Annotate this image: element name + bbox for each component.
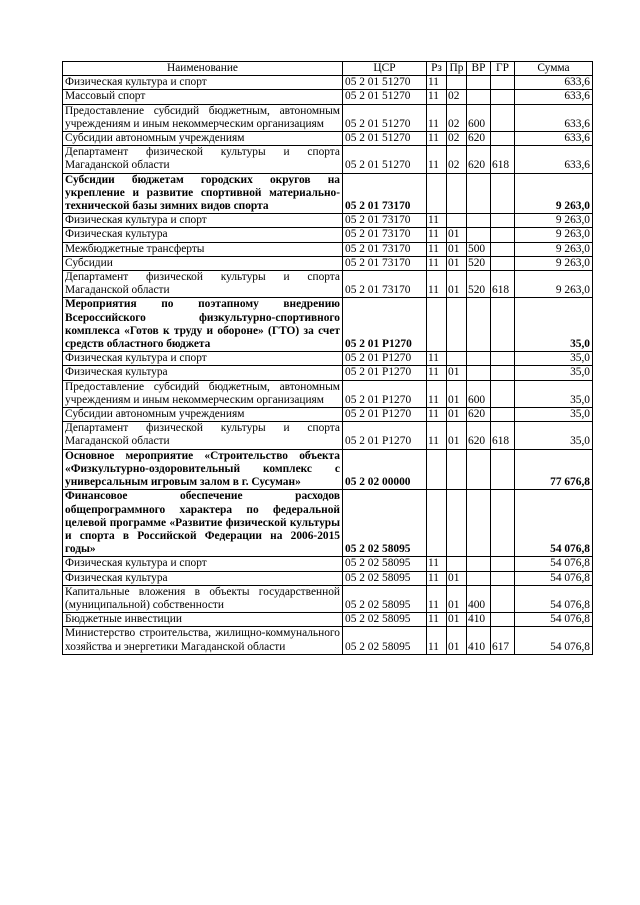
cell-sum: 9 263,0 bbox=[515, 256, 593, 270]
cell-sum: 35,0 bbox=[515, 298, 593, 352]
cell-csr: 05 2 01 51270 bbox=[343, 146, 427, 173]
cell-name: Физическая культура и спорт bbox=[63, 214, 343, 228]
cell-sum: 9 263,0 bbox=[515, 242, 593, 256]
cell-csr: 05 2 01 Р1270 bbox=[343, 366, 427, 380]
cell-rz: 11 bbox=[427, 214, 447, 228]
table-row bbox=[63, 214, 593, 228]
cell-name: Департамент физической культуры и спорта Магаданской области bbox=[63, 146, 343, 173]
table-body bbox=[63, 76, 593, 655]
cell-sum: 54 076,8 bbox=[515, 557, 593, 571]
cell-csr: 05 2 01 Р1270 bbox=[343, 380, 427, 407]
cell-name: Бюджетные инвестиции bbox=[63, 613, 343, 627]
cell-pr bbox=[447, 449, 467, 490]
cell-gr bbox=[491, 490, 515, 557]
cell-vr bbox=[467, 214, 491, 228]
cell-name: Субсидии автономным учреждениям bbox=[63, 132, 343, 146]
cell-vr: 520 bbox=[467, 256, 491, 270]
cell-sum: 54 076,8 bbox=[515, 585, 593, 612]
cell-csr: 05 2 02 58095 bbox=[343, 571, 427, 585]
cell-name: Предоставление субсидий бюджетным, автономным учреждениям и иным некоммерческим организациям bbox=[63, 104, 343, 131]
cell-vr bbox=[467, 228, 491, 242]
cell-name: Предоставление субсидий бюджетным, автономным учреждениям и иным некоммерческим организациям bbox=[63, 380, 343, 407]
table-row bbox=[63, 449, 593, 490]
header-pr: Пр bbox=[447, 62, 467, 76]
cell-sum: 9 263,0 bbox=[515, 271, 593, 298]
cell-gr: 617 bbox=[491, 627, 515, 654]
table-header-row bbox=[63, 62, 593, 76]
cell-sum: 54 076,8 bbox=[515, 490, 593, 557]
cell-csr: 05 2 02 58095 bbox=[343, 490, 427, 557]
cell-gr bbox=[491, 228, 515, 242]
cell-name: Мероприятия по поэтапному внедрению Всероссийского физкультурно-спортивного комплекса «Готов к труду и обороне» (ГТО) за счет средств областного бюджета bbox=[63, 298, 343, 352]
cell-csr: 05 2 02 58095 bbox=[343, 557, 427, 571]
cell-rz: 11 bbox=[427, 366, 447, 380]
cell-gr bbox=[491, 298, 515, 352]
cell-sum: 54 076,8 bbox=[515, 571, 593, 585]
cell-name: Министерство строительства, жилищно-коммунального хозяйства и энергетики Магаданской области bbox=[63, 627, 343, 654]
cell-vr: 620 bbox=[467, 132, 491, 146]
cell-pr: 01 bbox=[447, 613, 467, 627]
cell-pr: 01 bbox=[447, 228, 467, 242]
table-row bbox=[63, 242, 593, 256]
cell-sum: 54 076,8 bbox=[515, 613, 593, 627]
table-row bbox=[63, 271, 593, 298]
cell-name: Массовый спорт bbox=[63, 90, 343, 104]
cell-vr bbox=[467, 571, 491, 585]
cell-csr: 05 2 02 00000 bbox=[343, 449, 427, 490]
cell-rz bbox=[427, 298, 447, 352]
cell-pr: 01 bbox=[447, 380, 467, 407]
cell-rz: 11 bbox=[427, 557, 447, 571]
cell-name: Финансовое обеспечение расходов общепрограммного характера по федеральной целевой программе «Развитие физической культуры и спорта в Российской Федерации на 2006-2015 годы» bbox=[63, 490, 343, 557]
cell-rz: 11 bbox=[427, 146, 447, 173]
cell-gr bbox=[491, 571, 515, 585]
cell-pr: 01 bbox=[447, 242, 467, 256]
cell-name: Субсидии bbox=[63, 256, 343, 270]
table-row bbox=[63, 380, 593, 407]
header-rz: Рз bbox=[427, 62, 447, 76]
cell-sum: 35,0 bbox=[515, 352, 593, 366]
cell-rz bbox=[427, 490, 447, 557]
table-row bbox=[63, 613, 593, 627]
cell-gr bbox=[491, 242, 515, 256]
cell-rz: 11 bbox=[427, 242, 447, 256]
cell-vr: 600 bbox=[467, 380, 491, 407]
cell-rz: 11 bbox=[427, 90, 447, 104]
cell-sum: 633,6 bbox=[515, 146, 593, 173]
cell-sum: 633,6 bbox=[515, 90, 593, 104]
cell-sum: 633,6 bbox=[515, 104, 593, 131]
cell-rz: 11 bbox=[427, 571, 447, 585]
cell-rz: 11 bbox=[427, 422, 447, 449]
cell-csr: 05 2 01 73170 bbox=[343, 214, 427, 228]
cell-rz bbox=[427, 449, 447, 490]
cell-name: Субсидии автономным учреждениям bbox=[63, 408, 343, 422]
cell-name: Межбюджетные трансферты bbox=[63, 242, 343, 256]
cell-csr: 05 2 01 51270 bbox=[343, 132, 427, 146]
cell-rz: 11 bbox=[427, 256, 447, 270]
cell-name: Физическая культура bbox=[63, 366, 343, 380]
cell-rz bbox=[427, 173, 447, 214]
cell-name: Субсидии бюджетам городских округов на укрепление и развитие спортивной материально-технической базы зимних видов спорта bbox=[63, 173, 343, 214]
cell-pr: 02 bbox=[447, 132, 467, 146]
cell-pr: 01 bbox=[447, 256, 467, 270]
table-row bbox=[63, 366, 593, 380]
cell-sum: 35,0 bbox=[515, 380, 593, 407]
cell-gr bbox=[491, 408, 515, 422]
table-row bbox=[63, 146, 593, 173]
cell-csr: 05 2 01 73170 bbox=[343, 228, 427, 242]
cell-vr bbox=[467, 490, 491, 557]
cell-pr bbox=[447, 352, 467, 366]
table-row bbox=[63, 228, 593, 242]
cell-csr: 05 2 01 Р1270 bbox=[343, 422, 427, 449]
cell-vr bbox=[467, 76, 491, 90]
cell-name: Капитальные вложения в объекты государственной (муниципальной) собственности bbox=[63, 585, 343, 612]
cell-gr bbox=[491, 585, 515, 612]
header-vr: ВР bbox=[467, 62, 491, 76]
cell-pr: 01 bbox=[447, 271, 467, 298]
cell-vr: 620 bbox=[467, 146, 491, 173]
cell-gr bbox=[491, 366, 515, 380]
cell-rz: 11 bbox=[427, 76, 447, 90]
cell-pr bbox=[447, 557, 467, 571]
cell-sum: 77 676,8 bbox=[515, 449, 593, 490]
cell-gr bbox=[491, 256, 515, 270]
header-sum: Сумма bbox=[515, 62, 593, 76]
cell-rz: 11 bbox=[427, 627, 447, 654]
cell-vr: 410 bbox=[467, 627, 491, 654]
cell-pr: 01 bbox=[447, 627, 467, 654]
cell-rz: 11 bbox=[427, 585, 447, 612]
cell-rz: 11 bbox=[427, 408, 447, 422]
cell-pr: 01 bbox=[447, 585, 467, 612]
cell-vr: 520 bbox=[467, 271, 491, 298]
cell-vr bbox=[467, 173, 491, 214]
cell-name: Физическая культура и спорт bbox=[63, 352, 343, 366]
header-name: Наименование bbox=[63, 62, 343, 76]
cell-name: Физическая культура bbox=[63, 571, 343, 585]
cell-rz: 11 bbox=[427, 352, 447, 366]
cell-csr: 05 2 02 58095 bbox=[343, 585, 427, 612]
cell-csr: 05 2 01 73170 bbox=[343, 173, 427, 214]
table-row bbox=[63, 352, 593, 366]
cell-vr bbox=[467, 90, 491, 104]
cell-pr bbox=[447, 298, 467, 352]
cell-name: Физическая культура и спорт bbox=[63, 557, 343, 571]
cell-sum: 9 263,0 bbox=[515, 228, 593, 242]
cell-sum: 35,0 bbox=[515, 408, 593, 422]
table-row bbox=[63, 104, 593, 131]
cell-csr: 05 2 02 58095 bbox=[343, 613, 427, 627]
cell-vr bbox=[467, 449, 491, 490]
cell-pr: 01 bbox=[447, 408, 467, 422]
cell-pr: 01 bbox=[447, 571, 467, 585]
table-row bbox=[63, 132, 593, 146]
cell-pr: 02 bbox=[447, 146, 467, 173]
cell-vr: 500 bbox=[467, 242, 491, 256]
cell-rz: 11 bbox=[427, 613, 447, 627]
cell-sum: 633,6 bbox=[515, 132, 593, 146]
cell-gr bbox=[491, 132, 515, 146]
cell-vr: 410 bbox=[467, 613, 491, 627]
cell-name: Основное мероприятие «Строительство объекта «Физкультурно-оздоровительный комплекс с универсальным игровым залом в г. Сусуман» bbox=[63, 449, 343, 490]
cell-sum: 9 263,0 bbox=[515, 214, 593, 228]
cell-name: Физическая культура bbox=[63, 228, 343, 242]
cell-rz: 11 bbox=[427, 271, 447, 298]
table-row bbox=[63, 627, 593, 654]
cell-pr bbox=[447, 173, 467, 214]
cell-rz: 11 bbox=[427, 380, 447, 407]
cell-sum: 35,0 bbox=[515, 422, 593, 449]
cell-gr: 618 bbox=[491, 146, 515, 173]
cell-gr: 618 bbox=[491, 422, 515, 449]
cell-gr bbox=[491, 557, 515, 571]
cell-vr bbox=[467, 298, 491, 352]
header-csr: ЦСР bbox=[343, 62, 427, 76]
cell-csr: 05 2 01 51270 bbox=[343, 90, 427, 104]
cell-csr: 05 2 01 Р1270 bbox=[343, 298, 427, 352]
cell-pr: 01 bbox=[447, 366, 467, 380]
cell-vr: 620 bbox=[467, 408, 491, 422]
table-row bbox=[63, 490, 593, 557]
cell-pr bbox=[447, 214, 467, 228]
cell-vr bbox=[467, 366, 491, 380]
cell-csr: 05 2 01 Р1270 bbox=[343, 352, 427, 366]
budget-table-page bbox=[62, 61, 592, 655]
cell-pr bbox=[447, 490, 467, 557]
cell-csr: 05 2 01 73170 bbox=[343, 242, 427, 256]
cell-vr bbox=[467, 352, 491, 366]
cell-csr: 05 2 01 73170 bbox=[343, 271, 427, 298]
cell-rz: 11 bbox=[427, 228, 447, 242]
cell-csr: 05 2 01 51270 bbox=[343, 76, 427, 90]
cell-sum: 35,0 bbox=[515, 366, 593, 380]
cell-name: Департамент физической культуры и спорта Магаданской области bbox=[63, 271, 343, 298]
cell-pr bbox=[447, 76, 467, 90]
cell-gr bbox=[491, 449, 515, 490]
cell-csr: 05 2 02 58095 bbox=[343, 627, 427, 654]
table-row bbox=[63, 585, 593, 612]
cell-gr bbox=[491, 380, 515, 407]
table-row bbox=[63, 90, 593, 104]
cell-vr: 600 bbox=[467, 104, 491, 131]
budget-table bbox=[62, 61, 593, 655]
cell-name: Департамент физической культуры и спорта Магаданской области bbox=[63, 422, 343, 449]
cell-csr: 05 2 01 73170 bbox=[343, 256, 427, 270]
cell-gr: 618 bbox=[491, 271, 515, 298]
table-row bbox=[63, 408, 593, 422]
cell-pr: 01 bbox=[447, 422, 467, 449]
cell-pr: 02 bbox=[447, 90, 467, 104]
table-row bbox=[63, 173, 593, 214]
cell-sum: 54 076,8 bbox=[515, 627, 593, 654]
cell-rz: 11 bbox=[427, 132, 447, 146]
cell-gr bbox=[491, 104, 515, 131]
cell-csr: 05 2 01 51270 bbox=[343, 104, 427, 131]
table-row bbox=[63, 557, 593, 571]
cell-pr: 02 bbox=[447, 104, 467, 131]
cell-gr bbox=[491, 76, 515, 90]
cell-csr: 05 2 01 Р1270 bbox=[343, 408, 427, 422]
cell-sum: 9 263,0 bbox=[515, 173, 593, 214]
cell-gr bbox=[491, 90, 515, 104]
cell-gr bbox=[491, 173, 515, 214]
table-row bbox=[63, 298, 593, 352]
cell-gr bbox=[491, 352, 515, 366]
cell-vr: 400 bbox=[467, 585, 491, 612]
table-row bbox=[63, 256, 593, 270]
cell-vr bbox=[467, 557, 491, 571]
cell-sum: 633,6 bbox=[515, 76, 593, 90]
table-row bbox=[63, 422, 593, 449]
cell-gr bbox=[491, 613, 515, 627]
header-gr: ГР bbox=[491, 62, 515, 76]
cell-name: Физическая культура и спорт bbox=[63, 76, 343, 90]
table-row bbox=[63, 76, 593, 90]
cell-gr bbox=[491, 214, 515, 228]
table-row bbox=[63, 571, 593, 585]
cell-vr: 620 bbox=[467, 422, 491, 449]
cell-rz: 11 bbox=[427, 104, 447, 131]
